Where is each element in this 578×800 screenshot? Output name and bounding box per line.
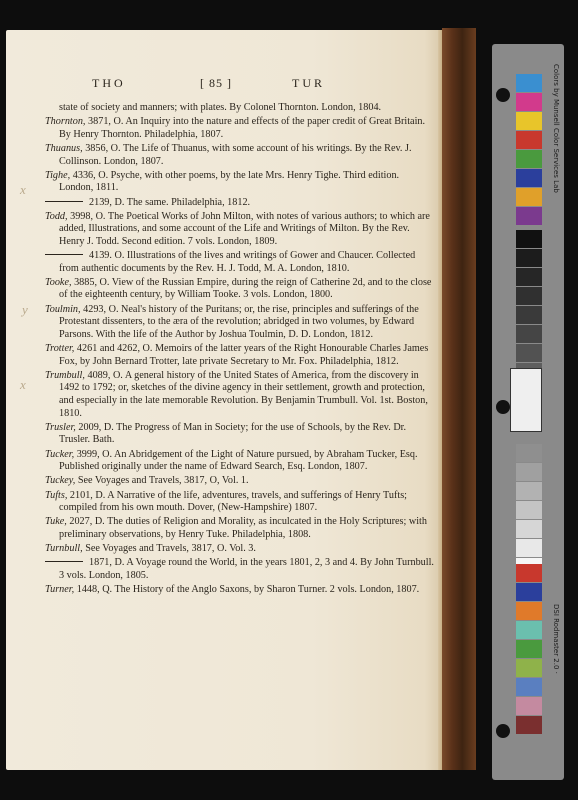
pencil-mark: x	[20, 182, 26, 197]
catalog-entry	[45, 102, 435, 115]
author-name: Tighe,	[45, 169, 73, 181]
catalog-entry	[45, 516, 435, 541]
catalog-entry	[45, 370, 435, 420]
catalog-entry	[45, 304, 435, 342]
gray-swatch	[516, 482, 542, 500]
entry-text: See Voyages and Travels, 3817, O. Vol. 3.	[85, 543, 256, 555]
author-name: Thornton,	[45, 116, 89, 128]
entry-text: 2101, D. A Narrative of the life, adventures, travels, and sufferings of Henry Tufts; compiled from his own mouth. Dover, (New-Hampshire) 1807.	[59, 489, 407, 514]
color-swatch	[516, 659, 542, 677]
gray-swatch	[516, 268, 542, 286]
gray-swatch	[516, 249, 542, 267]
gray-swatch	[516, 287, 542, 305]
author-name: Trotter,	[45, 343, 77, 355]
catalog-entry	[45, 277, 435, 302]
author-name: Trumbull,	[45, 369, 88, 381]
book-spine	[442, 28, 476, 770]
header-left: THO	[92, 76, 126, 90]
gray-swatch	[516, 463, 542, 481]
catalog-entry	[45, 557, 435, 582]
author-name: Tucker,	[45, 448, 77, 460]
color-swatch	[516, 188, 542, 206]
entry-text: 4293, O. Neal's history of the Puritans; or, the rise, principles and sufferings of the Protestant dissenters, to the æra of the revolution; abridged in two volumes, by Edward Parsons. With the life of the Author by Joshua Toulmin, D. D. London, 1812.	[59, 303, 419, 340]
pencil-mark: y	[22, 302, 28, 317]
entry-text: 4336, O. Psyche, with other poems, by the late Mrs. Henry Tighe. Third edition. London, 1811.	[59, 169, 400, 194]
card-hole	[496, 724, 510, 738]
color-swatch	[516, 112, 542, 130]
color-swatch	[516, 131, 542, 149]
catalog-entry	[45, 475, 435, 488]
ditto-dash	[45, 201, 83, 202]
card-hole	[496, 88, 510, 102]
page-header	[60, 76, 380, 96]
author-name: Thuanus,	[45, 142, 86, 154]
entry-text: 2009, D. The Progress of Man in Society; for the use of Schools, by the Rev. Dr. Trusler. Bath.	[59, 421, 407, 446]
ditto-dash	[45, 254, 83, 255]
author-name: Tufts,	[45, 489, 70, 501]
catalog-entry	[45, 170, 435, 195]
catalog-entry	[45, 422, 435, 447]
color-swatch	[516, 583, 542, 601]
color-swatch	[516, 678, 542, 696]
author-name: Turnbull,	[45, 543, 86, 555]
target-label	[510, 368, 542, 432]
card-label-bottom: DSI Rodmaster 2.0 ·	[552, 604, 560, 674]
catalog-entry	[45, 116, 435, 141]
entry-text: 4139. O. Illustrations of the lives and writings of Gower and Chaucer. Collected from authentic documents by the Rev. H. J. Todd, M. A. London, 1810.	[59, 250, 416, 274]
color-swatch	[516, 150, 542, 168]
entry-text: 2027, D. The duties of Religion and Morality, as inculcated in the Holy Scriptures; with preliminary observations, by Henry Tuke. Philadelphia, 1808.	[59, 516, 427, 540]
gray-swatch	[516, 230, 542, 248]
color-swatch	[516, 621, 542, 639]
catalog-entry	[45, 543, 435, 556]
catalog-entries	[45, 102, 435, 598]
author-name: Tooke,	[45, 276, 75, 288]
entry-text: 2139, D. The same. Philadelphia, 1812.	[89, 196, 251, 208]
catalog-entry	[45, 490, 435, 515]
entry-text: 4089, O. A general history of the United States of America, from the discovery in 1492 to 1792; or, sketches of the divine agency in their settlement, growth and protection, and especially in the late memorable Revolution. By Benjamin Trumbull. Vol. 1st. Boston, 1810.	[59, 369, 428, 419]
catalog-entry	[45, 197, 435, 210]
page-number: [ 85 ]	[200, 76, 232, 90]
entry-text: 3871, O. An Inquiry into the nature and effects of the paper credit of Great Britain. By Henry Thornton. Philadelphia, 1807.	[59, 116, 426, 140]
color-swatch	[516, 93, 542, 111]
catalog-entry	[45, 250, 435, 275]
catalog-entry	[45, 584, 435, 597]
entry-text: 3856, O. The Life of Thuanus, with some account of his writings. By the Rev. J. Collinson. London, 1807.	[59, 142, 412, 167]
gray-swatch	[516, 520, 542, 538]
color-swatch	[516, 697, 542, 715]
entry-text: 3885, O. View of the Russian Empire, during the reign of Catherine 2d, and to the close of the eighteenth century, by William Tooke. 3 vols. London, 1800.	[59, 276, 432, 301]
catalog-entry	[45, 211, 435, 249]
gray-swatch	[516, 444, 542, 462]
author-name: Tuke,	[45, 516, 70, 528]
gray-swatch	[516, 539, 542, 557]
author-name: Todd,	[45, 210, 71, 222]
color-swatch	[516, 74, 542, 92]
gray-swatch	[516, 501, 542, 519]
catalog-entry	[45, 143, 435, 168]
author-name: Toulmin,	[45, 303, 84, 315]
gray-swatch	[516, 344, 542, 362]
entry-text: 3999, O. An Abridgement of the Light of Nature pursued, by Abraham Tucker, Esq. Published originally under the name of Edward Search, Esq. London, 1807.	[59, 448, 418, 473]
entry-text: state of society and manners; with plates. By Colonel Thornton. London, 1804.	[59, 102, 382, 113]
entry-text: 1448, Q. The History of the Anglo Saxons, by Sharon Turner. 2 vols. London, 1807.	[76, 584, 420, 596]
entry-text: 1871, D. A Voyage round the World, in the years 1801, 2, 3 and 4. By John Turnbull. 3 vols. London, 1805.	[59, 557, 434, 581]
catalog-entry	[45, 449, 435, 474]
color-swatch	[516, 716, 542, 734]
color-swatch	[516, 207, 542, 225]
card-label-top: Colors by Munsell Color Services Lab	[552, 64, 560, 193]
color-swatch	[516, 640, 542, 658]
color-swatch	[516, 602, 542, 620]
color-swatch	[516, 169, 542, 187]
entry-text: 4261 and 4262, O. Memoirs of the latter years of the Right Honourable Charles James Fox, by John Bernard Trotter, late private Secretary to Mr. Fox. Philadelphia, 1812.	[59, 343, 429, 367]
gray-swatch	[516, 306, 542, 324]
gray-swatch	[516, 325, 542, 343]
header-right: TUR	[292, 76, 325, 90]
color-swatch	[516, 564, 542, 582]
author-name: Turner,	[45, 584, 77, 596]
pencil-mark: x	[20, 377, 26, 392]
ditto-dash	[45, 561, 83, 562]
entry-text: 3998, O. The Poetical Works of John Milton, with notes of various authors; to which are added, Illustrations, and some account of the Life and Writings of Milton. By the Rev. Henry J. Todd. Second edition. 7 vols. London, 1809.	[59, 210, 430, 247]
card-hole	[496, 400, 510, 414]
catalog-entry	[45, 343, 435, 368]
author-name: Tuckey,	[45, 475, 78, 487]
entry-text: See Voyages and Travels, 3817, O, Vol. 1.	[77, 475, 249, 487]
author-name: Trusler,	[45, 421, 79, 433]
